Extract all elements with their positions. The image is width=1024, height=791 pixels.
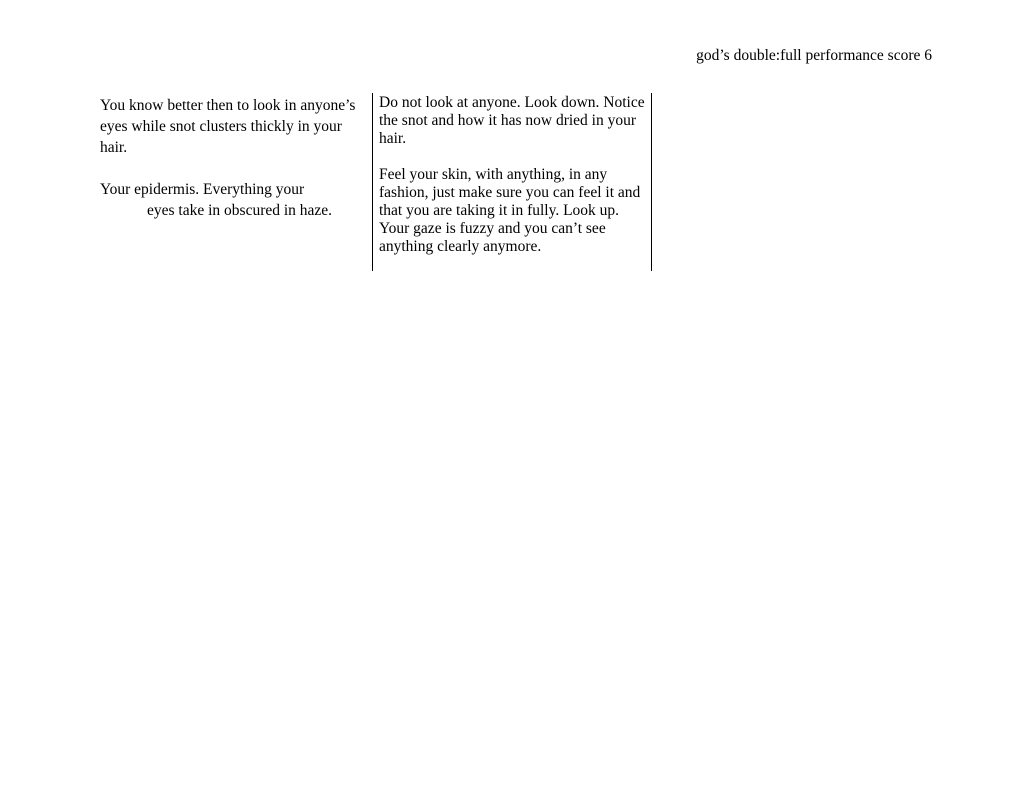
right-text-column <box>379 94 647 256</box>
right-paragraph-2: Feel your skin, with anything, in any fashion, just make sure you can feel it and that you are taking it in fully. Look up. Your gaze is fuzzy and you can’t see anything clearly anymore. <box>379 166 641 255</box>
left-paragraph-2-line-1: Your epidermis. Everything your <box>100 181 305 198</box>
left-paragraph-2-line-2: eyes take in obscured in haze. <box>147 202 333 219</box>
left-text-column <box>100 95 362 221</box>
column-divider-left <box>372 93 373 271</box>
page-header-title: god’s double:full performance score 6 <box>696 47 932 64</box>
left-paragraph-2 <box>100 179 362 221</box>
right-paragraph-1: Do not look at anyone. Look down. Notice the snot and how it has now dried in your hair. <box>379 94 645 147</box>
column-divider-right <box>651 93 652 271</box>
left-paragraph-1: You know better then to look in anyone’s eyes while snot clusters thickly in your hair. <box>100 97 356 156</box>
